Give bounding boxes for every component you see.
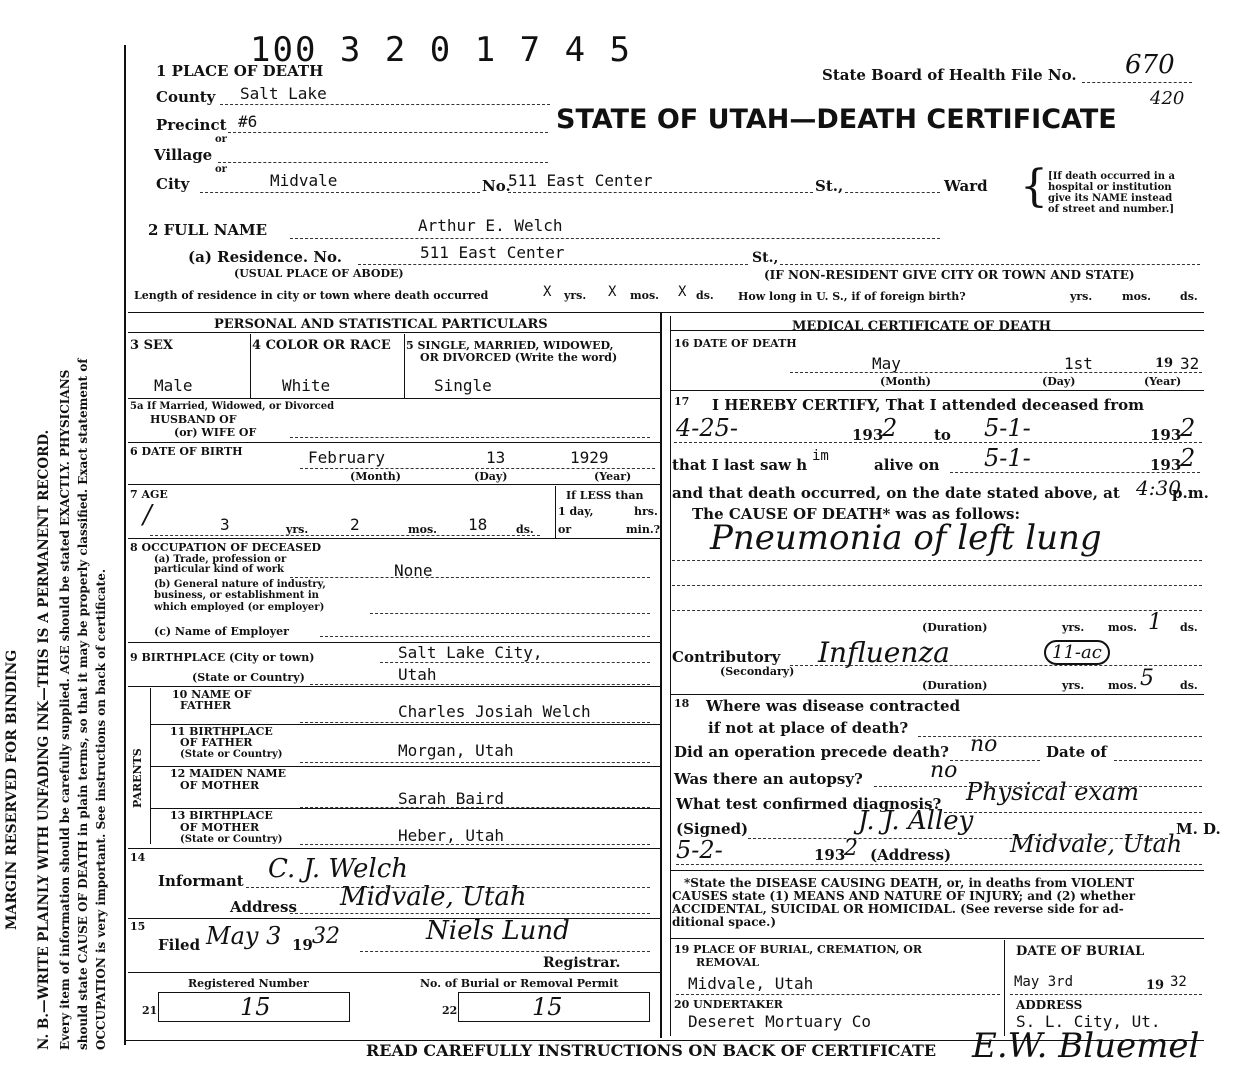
age-yrs: 3 — [220, 515, 230, 534]
contributory-note: 11-ac — [1044, 640, 1110, 665]
physician-signature: J. J. Alley — [858, 806, 974, 836]
attend-year-1: 2 — [882, 414, 898, 442]
length-ds-label: ds. — [696, 289, 714, 302]
occupation-b-3: which employed (or employer) — [154, 602, 325, 613]
hospital-note-1: [If death occurred in a — [1048, 171, 1175, 182]
mother-birthplace-label-1: 13 BIRTHPLACE — [170, 809, 273, 822]
mother-label-2: OF MOTHER — [180, 779, 260, 792]
signed-label: (Signed) — [676, 820, 749, 838]
age-mos: 2 — [350, 515, 360, 534]
full-name-value: Arthur E. Welch — [418, 216, 563, 235]
operation-value: no — [970, 732, 998, 757]
us-ds-label: ds. — [1180, 290, 1198, 303]
birthplace-state-label: (State or Country) — [192, 671, 305, 684]
footer-signature: E.W. Bluemel — [972, 1026, 1200, 1066]
us-residence-label: How long in U. S., if of foreign birth? — [738, 290, 966, 303]
or-label-2: or — [215, 164, 227, 175]
margin-instructions-2: should state CAUSE OF DEATH in plain terms, so that it may be properly classified. Exact statement of — [76, 358, 90, 1050]
personal-heading: PERSONAL AND STATISTICAL PARTICULARS — [214, 317, 548, 332]
md-label: M. D. — [1176, 820, 1221, 838]
informant-value: C. J. Welch — [268, 854, 409, 884]
street-no-value: 511 East Center — [508, 171, 653, 190]
father-birthplace-label-2: OF FATHER — [180, 736, 253, 749]
mother-label-1: 12 MAIDEN NAME — [170, 767, 286, 780]
reg-22: 22 — [442, 1004, 458, 1017]
father-birthplace-label-1: 11 BIRTHPLACE — [170, 725, 273, 738]
alive-on-label: alive on — [874, 456, 940, 474]
county-label: County — [156, 88, 216, 106]
dod-year-caption: (Year) — [1144, 375, 1182, 388]
dob-month-caption: (Month) — [350, 470, 401, 483]
duration-1-label: (Duration) — [922, 621, 988, 634]
serial-number: 100 3 2 0 1 7 4 5 — [250, 30, 632, 70]
duration-1-mos-label: mos. — [1108, 621, 1137, 634]
hospital-note-4: of street and number.] — [1048, 204, 1175, 215]
margin-binding-note: MARGIN RESERVED FOR BINDING — [4, 649, 20, 930]
occupation-value: None — [394, 561, 433, 580]
employer-label: (c) Name of Employer — [154, 625, 289, 638]
residence-label: (a) Residence. No. — [188, 248, 343, 266]
attend-year-2: 2 — [1180, 414, 1196, 442]
registered-number-label: Registered Number — [188, 977, 309, 990]
operation-date-label: Date of — [1046, 743, 1107, 761]
burial-date-label: DATE OF BURIAL — [1016, 944, 1145, 959]
file-no-value: 670 — [1125, 50, 1175, 80]
dod-year: 32 — [1180, 354, 1200, 373]
certify-text: I HEREBY CERTIFY, That I attended deceased from — [712, 396, 1145, 414]
last-saw-him: im — [812, 448, 829, 464]
duration-2-ds: ds. — [1180, 679, 1198, 692]
burial-permit-value: 15 — [532, 993, 563, 1021]
father-birthplace: Morgan, Utah — [398, 741, 514, 760]
burial-place-label-2: REMOVAL — [696, 956, 760, 969]
autopsy-value: no — [930, 758, 958, 783]
length-ds-value: X — [678, 284, 687, 300]
age-ds-label: ds. — [516, 523, 534, 536]
precinct-value: #6 — [238, 112, 258, 131]
dob-month: February — [308, 448, 386, 467]
attend-from: 4-25- — [676, 414, 739, 442]
parents-side-label: PARENTS — [131, 748, 144, 808]
less-than-label: If LESS than — [566, 489, 644, 502]
secondary-label: (Secondary) — [720, 665, 795, 678]
last-saw-date: 5-1- — [984, 444, 1031, 472]
street-no-label: No. — [482, 177, 511, 195]
sign-address-label: (Address) — [870, 846, 952, 864]
brace-icon: { — [1020, 161, 1048, 212]
dob-day-caption: (Day) — [474, 470, 508, 483]
death-time-pm: p.m. — [1172, 484, 1209, 502]
margin-instructions-3: OCCUPATION is very important. See instructions on back of certificate. — [94, 568, 108, 1050]
street-suffix-label: St., — [815, 177, 844, 195]
precinct-label: Precinct — [156, 116, 227, 134]
age-mos-label: mos. — [408, 523, 437, 536]
informant-label: Informant — [158, 872, 244, 890]
father-label-1: 10 NAME OF — [172, 688, 252, 701]
color-race-value: White — [282, 376, 331, 395]
mother-birthplace-label-2: OF MOTHER — [180, 821, 260, 834]
abode-note: (USUAL PLACE OF ABODE) — [234, 267, 404, 280]
dod-day-caption: (Day) — [1042, 375, 1076, 388]
us-mos-label: mos. — [1122, 290, 1151, 303]
mother-birthplace: Heber, Utah — [398, 826, 504, 845]
file-no-label: State Board of Health File No. — [822, 66, 1077, 84]
sign-address: Midvale, Utah — [1010, 830, 1183, 858]
spouse-label-3: (or) WIFE OF — [174, 426, 257, 439]
duration-1-ds: ds. — [1180, 621, 1198, 634]
file-no-sub: 420 — [1150, 88, 1185, 109]
filed-year: 32 — [312, 924, 340, 949]
place-of-death-heading: 1 PLACE OF DEATH — [156, 62, 324, 80]
footer-instructions: READ CAREFULLY INSTRUCTIONS ON BACK OF CERTIFICATE — [366, 1041, 937, 1060]
sex-label: 3 SEX — [130, 338, 173, 353]
or-label-1: or — [215, 134, 227, 145]
residence-value: 511 East Center — [420, 243, 565, 262]
burial-place: Midvale, Utah — [688, 974, 814, 993]
undertaker-address: S. L. City, Ut. — [1016, 1012, 1161, 1031]
filed-19: 19 — [292, 936, 313, 954]
burial-19: 19 — [1146, 978, 1165, 993]
burial-permit-label: No. of Burial or Removal Permit — [420, 977, 619, 990]
burial-date: May 3rd — [1014, 974, 1074, 990]
less-day-label: 1 day, — [558, 505, 594, 518]
occupation-a-1: (a) Trade, profession or — [154, 554, 287, 565]
birthplace-label: 9 BIRTHPLACE (City or town) — [130, 651, 315, 664]
operation-label: Did an operation precede death? — [674, 743, 949, 761]
duration-2-label: (Duration) — [922, 679, 988, 692]
length-mos-value: X — [608, 284, 617, 300]
sign-year: 2 — [844, 836, 858, 861]
us-yrs-label: yrs. — [1070, 290, 1093, 303]
note-line-3: ACCIDENTAL, SUICIDAL OR HOMICIDAL. (See reverse side for ad- — [672, 902, 1124, 916]
burial-year: 32 — [1170, 974, 1187, 990]
attend-to: 5-1- — [984, 414, 1031, 442]
dod-day: 1st — [1064, 354, 1093, 373]
father-birthplace-label-3: (State or Country) — [180, 749, 283, 760]
marital-label-2: OR DIVORCED (Write the word) — [420, 351, 618, 364]
age-yrs-label: yrs. — [286, 523, 309, 536]
occurred-text: and that death occurred, on the date stated above, at — [672, 484, 1120, 502]
length-yrs-value: X — [543, 284, 552, 300]
occupation-label: 8 OCCUPATION OF DECEASED — [130, 541, 322, 554]
age-ds: 18 — [468, 515, 488, 534]
filed-num: 15 — [130, 920, 146, 933]
mother-name: Sarah Baird — [398, 789, 504, 808]
father-name: Charles Josiah Welch — [398, 702, 591, 721]
contributory-label: Contributory — [672, 648, 781, 666]
length-mos-label: mos. — [630, 289, 659, 302]
father-label-2: FATHER — [180, 699, 232, 712]
registrar-label: Registrar. — [543, 955, 621, 971]
informant-num: 14 — [130, 851, 146, 864]
attend-to-label: to — [934, 426, 951, 444]
dod-month-caption: (Month) — [880, 375, 931, 388]
marital-label-1: 5 SINGLE, MARRIED, WIDOWED, — [406, 339, 614, 352]
dob-day: 13 — [486, 448, 506, 467]
margin-ink-note: N. B.—WRITE PLAINLY WITH UNFADING INK—THIS IS A PERMANENT RECORD. — [36, 429, 52, 1050]
medical-heading: MEDICAL CERTIFICATE OF DEATH — [792, 319, 1052, 334]
contributory-value: Influenza — [818, 636, 950, 669]
filed-label: Filed — [158, 936, 201, 954]
occupation-b-1: (b) General nature of industry, — [154, 579, 326, 590]
margin-instructions-1: Every item of information should be carefully supplied. AGE should be stated EXACTLY. PHYSICIANS — [58, 369, 72, 1050]
reg-21: 21 — [142, 1004, 158, 1017]
undertaker-address-label: ADDRESS — [1016, 998, 1083, 1012]
nonresident-note: (IF NON-RESIDENT GIVE CITY OR TOWN AND STATE) — [764, 268, 1135, 282]
dod-label: 16 DATE OF DEATH — [674, 337, 797, 350]
document-title: STATE OF UTAH—DEATH CERTIFICATE — [556, 104, 1117, 135]
death-time: 4:30 — [1136, 476, 1181, 500]
city-value: Midvale — [270, 171, 338, 190]
city-label: City — [156, 175, 190, 193]
mother-birthplace-label-3: (State or Country) — [180, 834, 283, 845]
test-value: Physical exam — [966, 778, 1140, 806]
spouse-label-2: HUSBAND OF — [150, 413, 237, 426]
attend-19-a: 193 — [852, 426, 884, 444]
hospital-note-3: give its NAME instead — [1048, 193, 1173, 204]
note-line-4: ditional space.) — [672, 915, 777, 929]
note-line-1: *State the DISEASE CAUSING DEATH, or, in deaths from VIOLENT — [684, 876, 1135, 890]
birthplace-city: Salt Lake City, — [398, 643, 543, 662]
length-yrs-label: yrs. — [564, 289, 587, 302]
duration-1-mos: 1 — [1148, 610, 1162, 635]
last-saw-19: 193 — [1150, 456, 1182, 474]
dob-label: 6 DATE OF BIRTH — [130, 445, 243, 458]
dob-year: 1929 — [570, 448, 609, 467]
less-or-label: or — [558, 523, 572, 536]
village-label: Village — [154, 146, 213, 164]
hospital-note-2: hospital or institution — [1048, 182, 1172, 193]
ward-label: Ward — [944, 177, 988, 195]
spouse-label-1: 5a If Married, Widowed, or Divorced — [130, 401, 335, 412]
cause-label: The CAUSE OF DEATH* was as follows: — [692, 505, 1021, 523]
dod-19: 19 — [1155, 356, 1174, 371]
duration-2-yrs: yrs. — [1062, 679, 1085, 692]
less-min-label: min.? — [626, 523, 661, 536]
age-mark: / — [143, 500, 152, 530]
informant-address-label: Address — [230, 898, 297, 916]
sign-date: 5-2- — [676, 836, 723, 864]
duration-2-mos: 5 — [1140, 666, 1154, 691]
sex-value: Male — [154, 376, 193, 395]
marital-value: Single — [434, 376, 492, 395]
full-name-label: 2 FULL NAME — [148, 221, 268, 239]
occupation-b-2: business, or establishment in — [154, 590, 319, 601]
cause-value: Pneumonia of left lung — [710, 518, 1102, 558]
less-hrs-label: hrs. — [634, 505, 658, 518]
duration-2-mos-label: mos. — [1108, 679, 1137, 692]
burial-place-label-1: 19 PLACE OF BURIAL, CREMATION, OR — [674, 943, 923, 956]
filed-date: May 3 — [206, 922, 282, 950]
color-race-label: 4 COLOR OR RACE — [252, 338, 391, 353]
cert-num: 17 — [674, 395, 690, 408]
registrar-signature: Niels Lund — [426, 916, 570, 946]
last-saw-year: 2 — [1180, 444, 1196, 472]
residence-st-label: St., — [752, 250, 779, 266]
sign-19: 193 — [814, 846, 846, 864]
undertaker-label: 20 UNDERTAKER — [674, 998, 783, 1011]
q18-num: 18 — [674, 697, 690, 710]
test-label: What test confirmed diagnosis? — [676, 795, 942, 813]
last-saw-text: that I last saw h — [672, 456, 808, 474]
informant-address: Midvale, Utah — [340, 882, 527, 912]
duration-1-yrs: yrs. — [1062, 621, 1085, 634]
length-residence-label: Length of residence in city or town where death occurred — [134, 289, 489, 302]
age-label: 7 AGE — [130, 488, 168, 501]
county-value: Salt Lake — [240, 84, 327, 103]
registered-number-value: 15 — [240, 993, 271, 1021]
birthplace-state: Utah — [398, 665, 437, 684]
q18-line-2: if not at place of death? — [708, 719, 909, 737]
note-line-2: CAUSES state (1) MEANS AND NATURE OF INJURY; and (2) whether — [672, 889, 1136, 903]
attend-19-b: 193 — [1150, 426, 1182, 444]
dob-year-caption: (Year) — [594, 470, 632, 483]
dod-month: May — [872, 354, 901, 373]
occupation-a-2: particular kind of work — [154, 564, 284, 575]
undertaker-value: Deseret Mortuary Co — [688, 1012, 872, 1031]
autopsy-label: Was there an autopsy? — [674, 770, 863, 788]
q18-line-1: Where was disease contracted — [706, 697, 961, 715]
